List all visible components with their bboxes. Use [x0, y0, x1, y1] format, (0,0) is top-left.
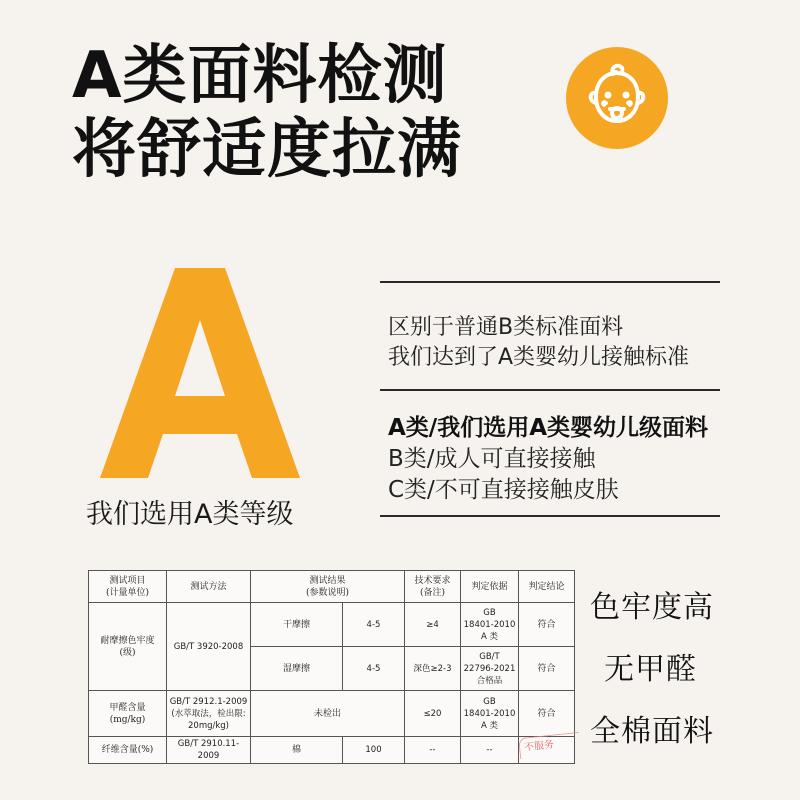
description-line-1: 区别于普通B类标准面料: [388, 315, 624, 340]
test-report-table: [88, 570, 575, 764]
header-conclusion: 判定结论: [519, 571, 575, 603]
cell-basis-wet: GB/T 22796-2021 合格品: [461, 647, 519, 691]
headline-line-2: 将舒适度拉满: [72, 113, 462, 187]
cell-value-dry: 4-5: [343, 603, 405, 647]
description-line-2: 我们达到了A类婴幼儿接触标准: [388, 345, 690, 370]
cell-label-dry: 干摩擦: [251, 603, 343, 647]
divider-top: [380, 281, 720, 283]
divider-middle: [380, 389, 720, 391]
grade-caption: 我们选用A类等级: [86, 499, 294, 530]
cell-method-colorfastness: GB/T 3920-2008: [167, 603, 251, 691]
divider-bottom: [380, 515, 720, 517]
table-header-row: [89, 571, 575, 603]
table-row: [89, 603, 575, 647]
header-tech-requirement: 技术要求 (备注): [405, 571, 461, 603]
cell-label-fiber: 棉: [251, 737, 343, 764]
cell-result-wet: 符合: [519, 647, 575, 691]
cell-req-fiber: --: [405, 737, 461, 764]
feature-no-formaldehyde: 无甲醛: [604, 652, 697, 687]
cell-item-fiber: 纤维含量(%): [89, 737, 167, 764]
feature-colorfastness: 色牢度高: [590, 590, 714, 625]
cell-item-colorfastness: 耐摩擦色牢度 (级): [89, 603, 167, 691]
table-row: [89, 691, 575, 737]
cell-value-wet: 4-5: [343, 647, 405, 691]
cell-method-formaldehyde: GB/T 2912.1-2009 (水萃取法，检出限: 20mg/kg): [167, 691, 251, 737]
feature-full-cotton: 全棉面料: [590, 714, 714, 749]
table-row: [89, 737, 575, 764]
cell-basis-formaldehyde: GB 18401-2010 A 类: [461, 691, 519, 737]
cell-req-formaldehyde: ≤20: [405, 691, 461, 737]
cell-value-fiber: 100: [343, 737, 405, 764]
header-test-method: 测试方法: [167, 571, 251, 603]
cell-basis-dry: GB 18401-2010 A 类: [461, 603, 519, 647]
cell-method-fiber: GB/T 2910.11-2009: [167, 737, 251, 764]
headline-line-1: A类面料检测: [72, 39, 448, 113]
cell-label-wet: 湿摩擦: [251, 647, 343, 691]
inspection-stamp: 不服务: [518, 732, 581, 759]
cell-result-dry: 符合: [519, 603, 575, 647]
baby-face-icon: [566, 47, 668, 149]
header-basis: 判定依据: [461, 571, 519, 603]
class-a-line: A类/我们选用A类婴幼儿级面料: [388, 415, 709, 441]
class-b-line: B类/成人可直接接触: [388, 446, 596, 472]
cell-value-formaldehyde: 未检出: [251, 691, 405, 737]
cell-req-wet: 深色≥2-3: [405, 647, 461, 691]
cell-result-formaldehyde: 符合: [519, 691, 575, 737]
class-c-line: C类/不可直接接触皮肤: [388, 477, 619, 503]
cell-req-dry: ≥4: [405, 603, 461, 647]
header-test-item: 测试项目 (计量单位): [89, 571, 167, 603]
header-test-result: 测试结果 (参数说明): [251, 571, 405, 603]
cell-basis-fiber: --: [461, 737, 519, 764]
cell-item-formaldehyde: 甲醛含量 (mg/kg): [89, 691, 167, 737]
grade-a-letter: [100, 268, 300, 478]
